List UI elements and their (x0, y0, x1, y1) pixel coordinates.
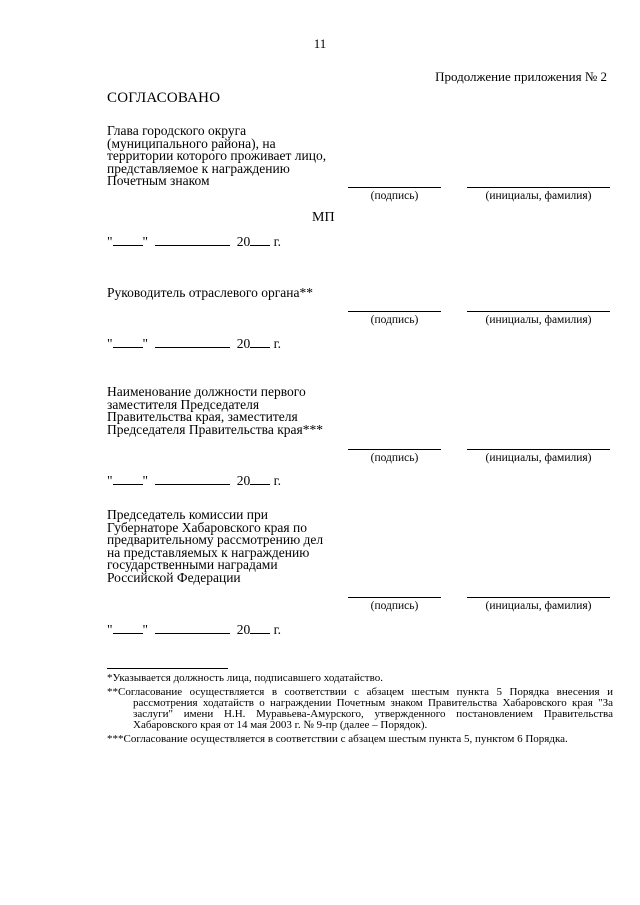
appendix-continuation-note: Продолжение приложения № 2 (435, 69, 607, 84)
footnote-2: **Согласование осуществляется в соответствии с абзацем шестым пункта 5 Порядка внесения и рассмотрения ходатайств о награждении Почетным знаком Правительства Хабаровского края "За заслуги" имени Н.Н. Муравьева-Амурского, утвержденного постановлением Правительства Хабаровского края от 14 мая 2003 г. № 9-пр (далее – Порядок). (107, 686, 613, 731)
block-4-date-row (107, 622, 281, 638)
date-year-prefix: 20 (236, 336, 251, 351)
date-year-field[interactable] (250, 622, 270, 634)
date-year-suffix: г. (273, 336, 282, 351)
date-open-quote: " (107, 473, 113, 488)
date-year-prefix: 20 (236, 622, 251, 637)
date-open-quote: " (107, 622, 113, 637)
block-2-position-title: Руководитель отраслевого органа** (107, 285, 313, 300)
date-close-quote: " (142, 622, 149, 637)
date-year-prefix: 20 (236, 234, 251, 249)
date-close-quote: " (142, 336, 149, 351)
date-day-field[interactable] (113, 336, 143, 348)
block-1-name-label: (инициалы, фамилия) (485, 190, 592, 202)
block-1-name-line[interactable] (467, 187, 610, 188)
date-month-field[interactable] (155, 336, 230, 348)
block-3-name-label: (инициалы, фамилия) (485, 452, 592, 464)
date-close-quote: " (142, 234, 149, 249)
date-open-quote: " (107, 234, 113, 249)
block-4-name-label: (инициалы, фамилия) (485, 600, 592, 612)
date-open-quote: " (107, 336, 113, 351)
block-2-signature-line[interactable] (348, 311, 441, 312)
block-4-signature-label: (подпись) (370, 600, 419, 612)
date-month-field[interactable] (155, 622, 230, 634)
date-month-field[interactable] (155, 234, 230, 246)
stamp-place-label: МП (312, 210, 335, 225)
date-year-field[interactable] (250, 336, 270, 348)
block-3-signature-line[interactable] (348, 449, 441, 450)
date-day-field[interactable] (113, 234, 143, 246)
block-1-date-row (107, 234, 281, 250)
page-number: 11 (313, 36, 327, 51)
date-day-field[interactable] (113, 473, 143, 485)
block-4-position-title: Председатель комиссии при Губернаторе Хабаровского края по предварительному рассмотрению дел на представляемых к награждению государственными наградами Российской Федерации (107, 507, 324, 585)
approved-heading: СОГЛАСОВАНО (107, 90, 221, 106)
date-day-field[interactable] (113, 622, 143, 634)
block-2-name-label: (инициалы, фамилия) (485, 314, 592, 326)
date-month-field[interactable] (155, 473, 230, 485)
block-3-signature-label: (подпись) (370, 452, 419, 464)
date-year-suffix: г. (273, 234, 282, 249)
block-3-name-line[interactable] (467, 449, 610, 450)
footnote-3: ***Согласование осуществляется в соответствии с абзацем шестым пункта 5, пунктом 6 Порядка. (107, 733, 568, 745)
block-2-name-line[interactable] (467, 311, 610, 312)
date-year-suffix: г. (273, 622, 282, 637)
date-close-quote: " (142, 473, 149, 488)
date-year-prefix: 20 (236, 473, 251, 488)
block-2-date-row (107, 336, 281, 352)
block-1-signature-label: (подпись) (370, 190, 419, 202)
footnotes (107, 673, 613, 745)
block-2-signature-label: (подпись) (370, 314, 419, 326)
block-3-date-row (107, 473, 281, 489)
footnote-divider (107, 668, 228, 669)
block-1-position-title: Глава городского округа (муниципального района), на территории которого проживает лицо, представляемое к награждению Почетным знаком (107, 123, 327, 188)
block-4-signature-line[interactable] (348, 597, 441, 598)
block-1-signature-line[interactable] (348, 187, 441, 188)
footnote-1: *Указывается должность лица, подписавшего ходатайство. (107, 672, 383, 684)
block-3-position-title: Наименование должности первого заместителя Председателя Правительства края, заместителя Председателя Правительства края*** (107, 384, 323, 437)
date-year-field[interactable] (250, 234, 270, 246)
block-4-name-line[interactable] (467, 597, 610, 598)
date-year-suffix: г. (273, 473, 282, 488)
date-year-field[interactable] (250, 473, 270, 485)
